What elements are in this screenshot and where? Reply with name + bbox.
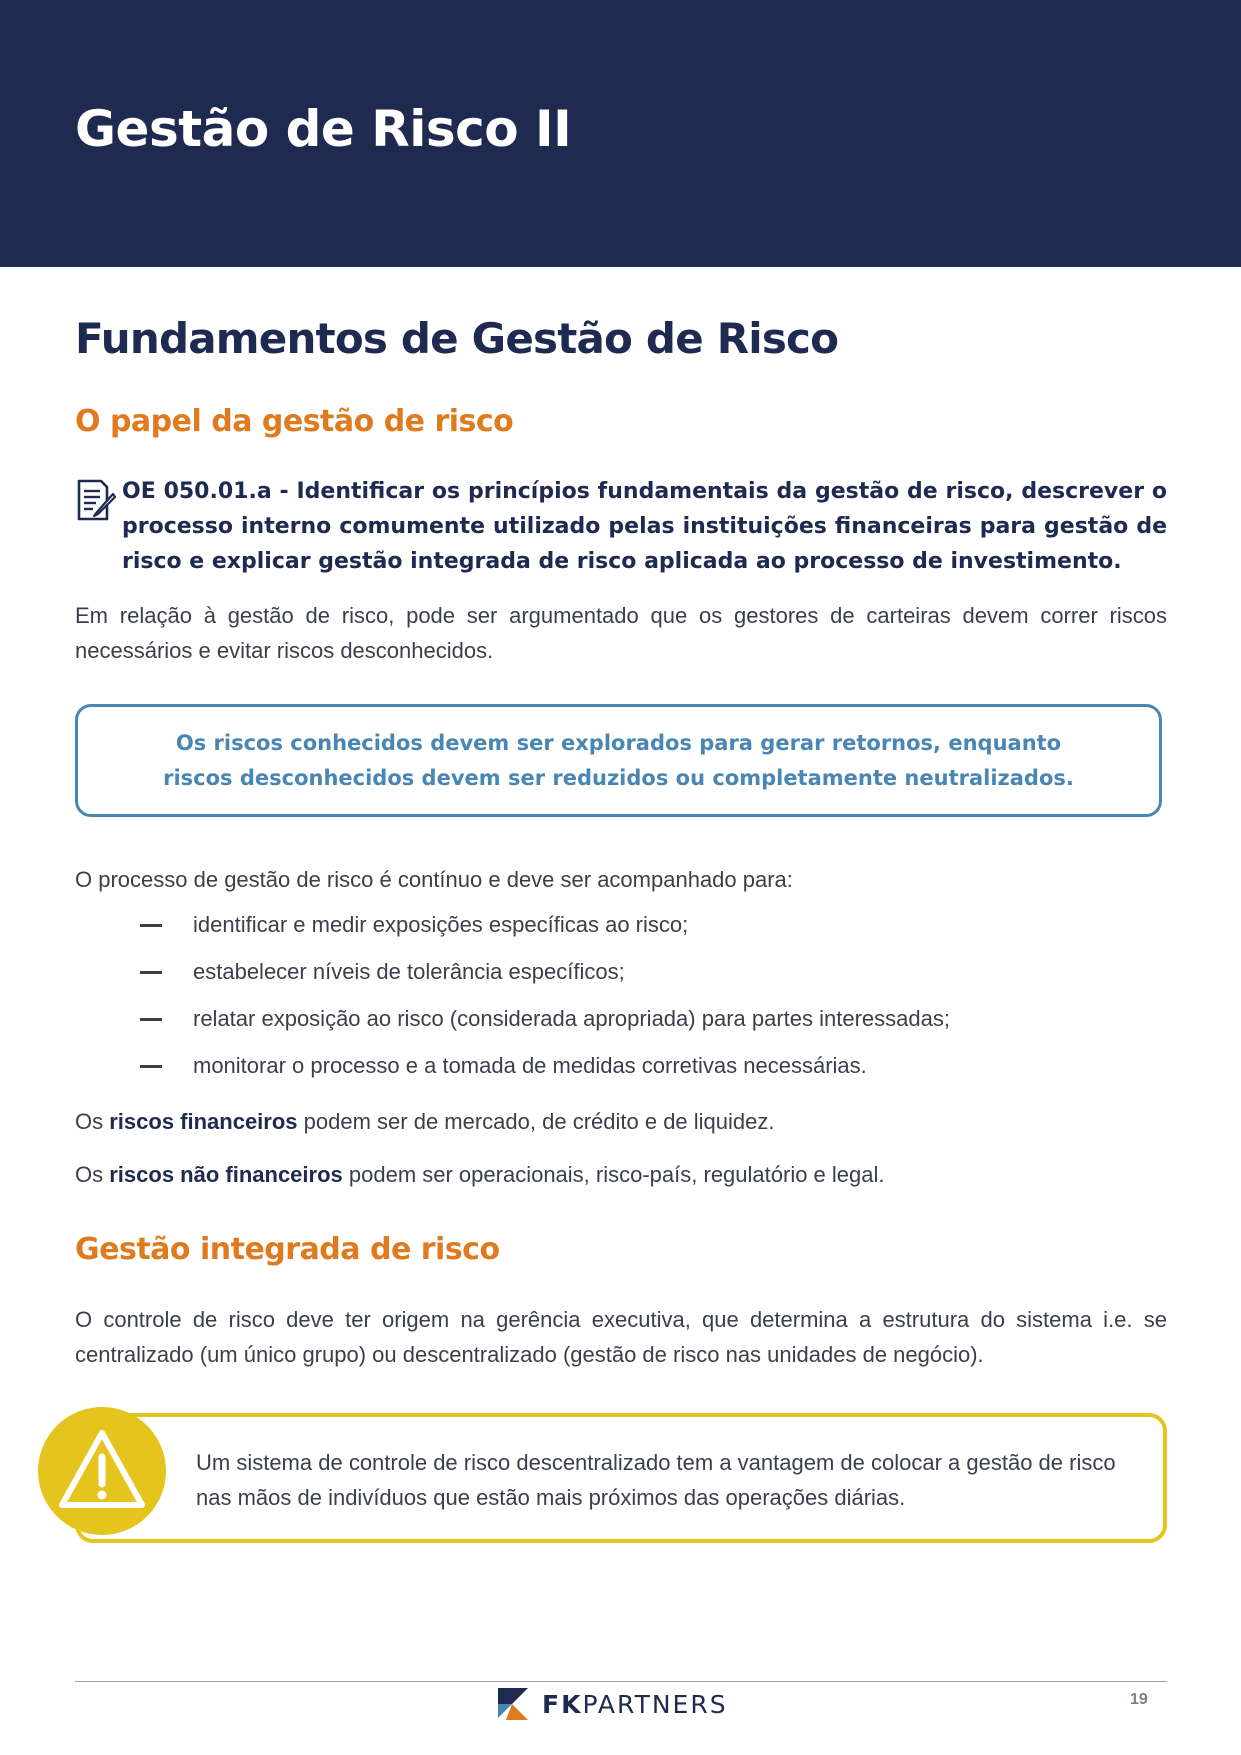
dash-icon — [140, 971, 162, 974]
objective-text: OE 050.01.a - Identificar os princípios fundamentais da gestão de risco, descrever o processo interno comumente utilizado pelas instituições financeiras para gestão de risco e explicar gestão integrada de risco aplicada ao processo de investimento. — [122, 479, 1167, 574]
company-logo — [498, 1687, 728, 1721]
dash-icon — [140, 1065, 162, 1068]
fk-logo-icon — [498, 1688, 528, 1720]
dash-icon — [140, 1018, 162, 1021]
highlight-text: Os riscos conhecidos devem ser explorados para gerar retornos, enquanto riscos desconhecidos devem ser reduzidos ou completamente neutralizados. — [163, 730, 1074, 790]
non-financial-risks-paragraph: Os riscos não financeiros podem ser operacionais, risco-país, regulatório e legal. — [75, 1162, 885, 1187]
section-title: Fundamentos de Gestão de Risco — [75, 314, 839, 363]
list-item: relatar exposição ao risco (considerada apropriada) para partes interessadas; — [75, 1001, 1167, 1048]
warning-text: Um sistema de controle de risco descentralizado tem a vantagem de colocar a gestão de risco nas mãos de indivíduos que estão mais próximos das operações diárias. — [196, 1450, 1116, 1510]
subsection-title-papel: O papel da gestão de risco — [75, 404, 514, 439]
integrated-paragraph: O controle de risco deve ter origem na gerência executiva, que determina a estrutura do sistema i.e. se centralizado (um único grupo) ou descentralizado (gestão de risco nas unidades de negócio). — [75, 1307, 1167, 1367]
non-financial-risks-term: riscos não financeiros — [109, 1162, 343, 1187]
financial-risks-paragraph: Os riscos financeiros podem ser de mercado, de crédito e de liquidez. — [75, 1109, 775, 1134]
list-item: estabelecer níveis de tolerância específicos; — [75, 954, 1167, 1001]
subsection-title-gestao-integrada: Gestão integrada de risco — [75, 1232, 500, 1267]
page-header — [0, 0, 1241, 267]
process-list — [75, 907, 1167, 1095]
financial-risks-term: riscos financeiros — [109, 1109, 298, 1134]
list-item: identificar e medir exposições específicas ao risco; — [75, 907, 1167, 954]
warning-icon — [38, 1407, 166, 1535]
warning-badge — [38, 1407, 166, 1535]
footer-divider — [75, 1681, 1167, 1682]
document-edit-icon — [75, 478, 117, 522]
dash-icon — [140, 924, 162, 927]
page-title: Gestão de Risco II — [75, 100, 572, 158]
process-intro: O processo de gestão de risco é contínuo e deve ser acompanhado para: — [75, 867, 793, 892]
list-item: monitorar o processo e a tomada de medidas corretivas necessárias. — [75, 1048, 1167, 1095]
logo-text: FKPARTNERS — [542, 1689, 728, 1719]
intro-paragraph: Em relação à gestão de risco, pode ser argumentado que os gestores de carteiras devem correr riscos necessários e evitar riscos desconhecidos. — [75, 603, 1167, 663]
highlight-box — [75, 704, 1162, 817]
learning-objective — [75, 474, 1167, 579]
page-number: 19 — [1130, 1691, 1148, 1708]
